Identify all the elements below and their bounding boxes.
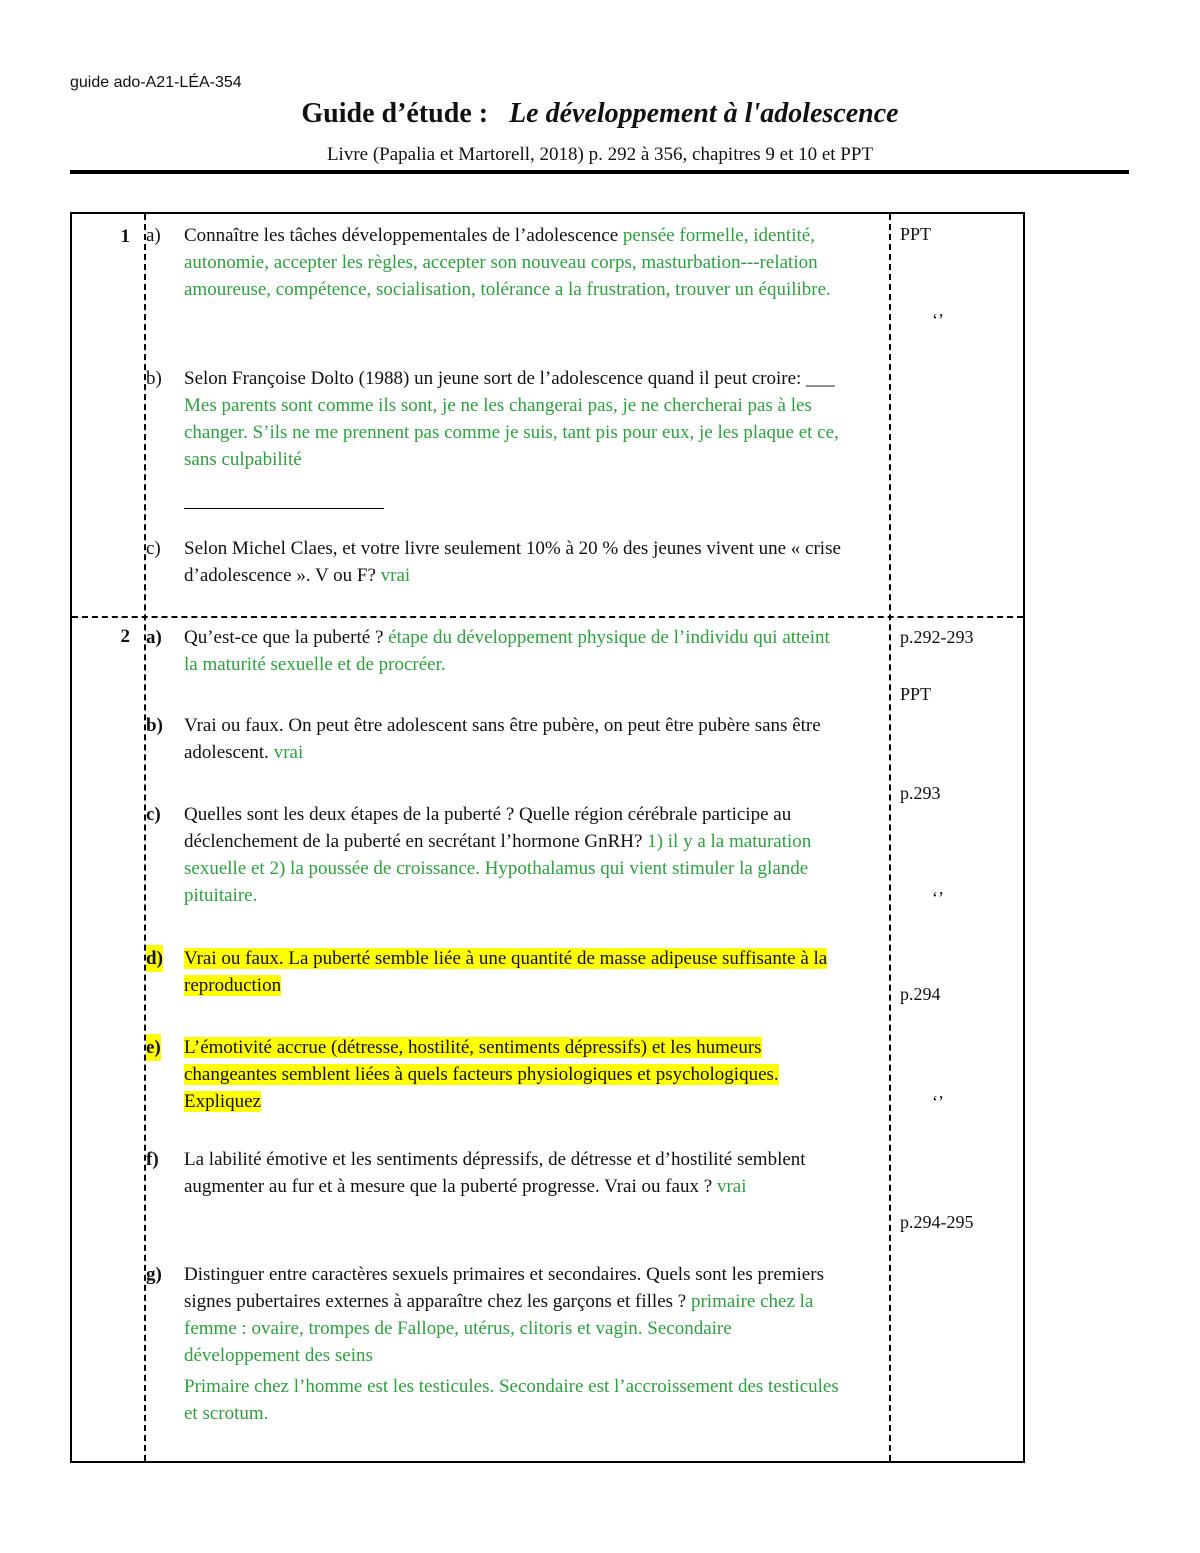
column-divider [889, 214, 891, 1461]
question-label: c) [146, 538, 161, 559]
question-2a [146, 624, 844, 678]
question-text: La labilité émotive et les sentiments dépressifs, de détresse et d’hostilité semblent augmenter au fur et à mesure que la puberté progresse. Vrai ou faux ? [184, 1149, 806, 1197]
question-1b [146, 365, 844, 509]
question-label: g) [146, 1264, 162, 1285]
answer-line [184, 481, 384, 509]
question-2g [146, 1261, 844, 1427]
page-reference: p.292-293 [900, 627, 974, 647]
question-1c [146, 535, 844, 589]
question-text: Selon Françoise Dolto (1988) un jeune sort de l’adolescence quand il peut croire: [184, 368, 807, 389]
page-reference: PPT [900, 224, 932, 244]
ditto-mark: ‘’ [932, 1092, 944, 1112]
title-main: Le développement à l'adolescence [509, 98, 899, 129]
page-reference: p.294-295 [900, 1212, 974, 1232]
ditto-mark: ‘’ [932, 888, 944, 908]
question-2f [146, 1146, 844, 1200]
question-text: Quelles sont les deux étapes de la puberté ? Quelle région cérébrale participe au déclenchement de la puberté en secrétant l’hormone GnRH? [184, 804, 792, 852]
question-text: L’émotivité accrue (détresse, hostilité, sentiments dépressifs) et les humeurs changeantes semblent liées à quels facteurs physiologiques et psychologiques. Expliquez [184, 1037, 779, 1112]
study-table [70, 212, 1025, 1463]
question-text: Selon Michel Claes, et votre livre seulement 10% à 20 % des jeunes vivent une « crise d’adolescence ». V ou F? [184, 538, 841, 586]
page-reference: p.293 [900, 783, 941, 803]
question-2d [146, 945, 844, 999]
answer-text: Mes parents sont comme ils sont, je ne les changerai pas, je ne chercherai pas à les changer. S’ils ne me prennent pas comme je suis, tant pis pour eux, je les plaque et ce, sans culpabilité [184, 395, 839, 470]
answer-text-2: Primaire chez l’homme est les testicules. Secondaire est l’accroissement des testicules et scrotum. [184, 1376, 839, 1424]
question-text: Distinguer entre caractères sexuels primaires et secondaires. Quels sont les premiers signes pubertaires externes à apparaître chez les garçons et filles ? [184, 1264, 824, 1312]
answer-text: pensée formelle, identité, autonomie, accepter les règles, accepter son nouveau corps, masturbation---relation amoureuse, compétence, socialisation, tolérance a la frustration, trouver un équilibre. [184, 225, 831, 300]
question-label: c) [146, 804, 161, 825]
header-rule [70, 170, 1129, 174]
row-divider [72, 616, 1023, 618]
ditto-mark: ‘’ [932, 310, 944, 330]
page-reference: p.294 [900, 984, 941, 1004]
header-tag: guide ado-A21-LÉA-354 [70, 74, 242, 91]
question-1a [146, 222, 844, 303]
title-prefix: Guide d’étude : [301, 98, 489, 129]
question-label: b) [146, 368, 162, 389]
page-title [0, 98, 1200, 130]
question-label: f) [146, 1149, 159, 1170]
question-text: Vrai ou faux. On peut être adolescent sans être pubère, on peut être pubère sans être adolescent. [184, 715, 821, 763]
question-2c [146, 801, 844, 909]
question-label: a) [146, 225, 161, 246]
question-label: e) [146, 1034, 161, 1061]
answer-blank: ___ [806, 368, 835, 389]
answer-text: vrai [273, 742, 304, 763]
question-label: b) [146, 715, 163, 736]
page-subtitle: Livre (Papalia et Martorell, 2018) p. 292 à 356, chapitres 9 et 10 et PPT [326, 144, 874, 165]
question-2b [146, 712, 844, 766]
question-2e [146, 1034, 844, 1115]
answer-text: primaire chez la femme : ovaire, trompes de Fallope, utérus, clitoris et vagin. Secondaire développement des seins [184, 1291, 814, 1366]
question-label: a) [146, 627, 162, 648]
question-text: Connaître les tâches développementales de l’adolescence [184, 225, 623, 246]
question-text: Qu’est-ce que la puberté ? [184, 627, 389, 648]
answer-text: 1) il y a la maturation sexuelle et 2) la poussée de croissance. Hypothalamus qui vient stimuler la glande pituitaire. [184, 831, 812, 906]
page-reference: PPT [900, 684, 932, 704]
answer-text: étape du développement physique de l’individu qui atteint la maturité sexuelle et de procréer. [184, 627, 830, 675]
answer-text: vrai [380, 565, 411, 586]
question-label: d) [146, 945, 163, 972]
section-number: 2 [120, 626, 130, 647]
section-number: 1 [120, 226, 130, 247]
answer-text: vrai [716, 1176, 747, 1197]
question-text: Vrai ou faux. La puberté semble liée à une quantité de masse adipeuse suffisante à la reproduction [184, 948, 828, 996]
